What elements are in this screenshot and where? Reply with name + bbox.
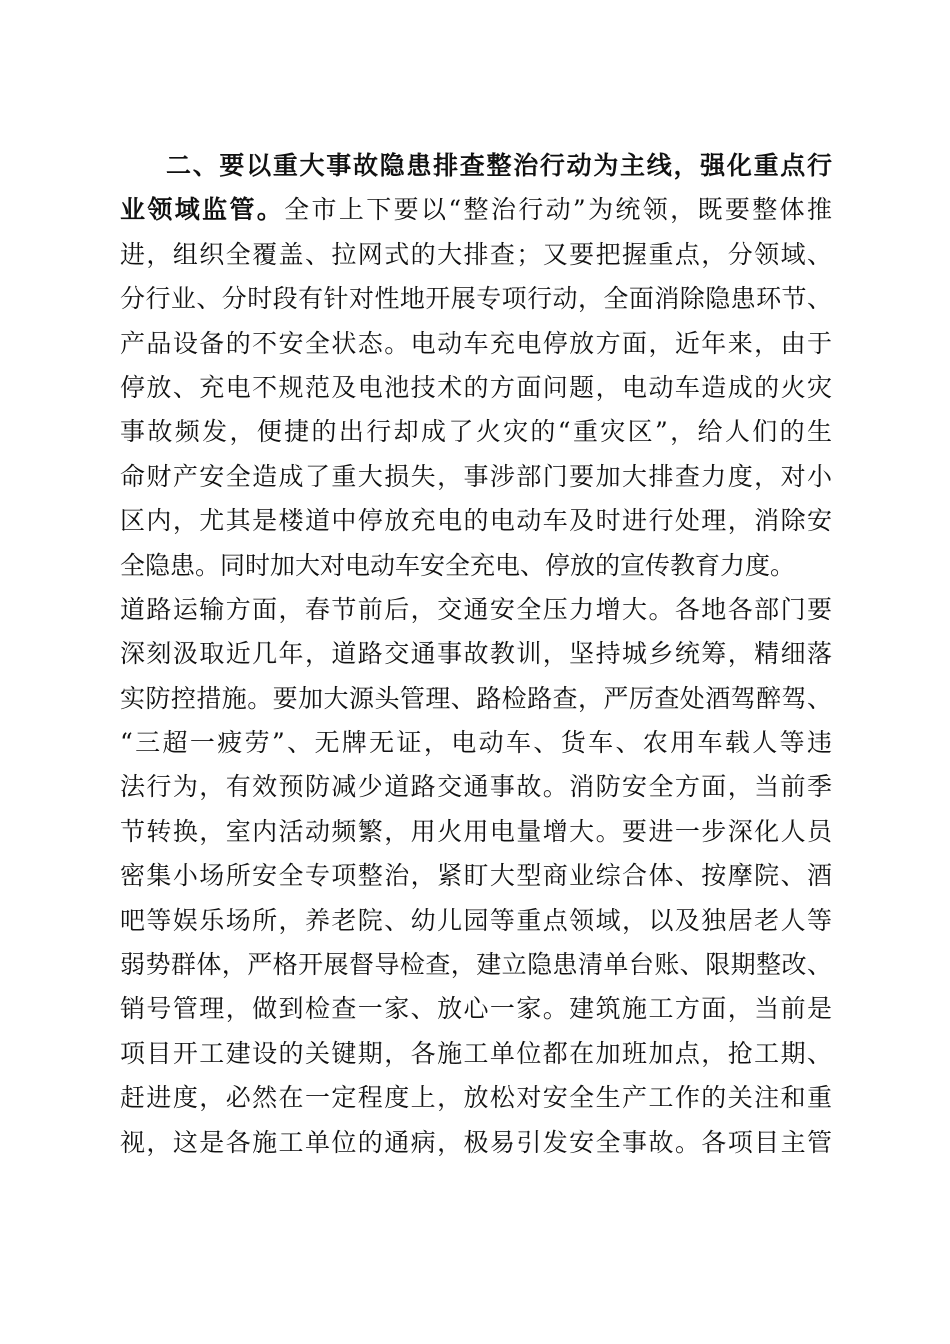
text-line: 视，这是各施工单位的通病，极易引发安全事故。各项目主管 [120, 1127, 832, 1157]
text-line: 业领域监管。全市上下要以“整治行动”为统领，既要整体推 [120, 195, 832, 225]
text-line: 密集小场所安全专项整治，紧盯大型商业综合体、按摩院、酒 [120, 861, 832, 891]
text-line: 分行业、分时段有针对性地开展专项行动，全面消除隐患环节、 [120, 284, 832, 314]
text-line: 赶进度，必然在一定程度上，放松对安全生产工作的关注和重 [120, 1083, 832, 1113]
text-line: 法行为，有效预防减少道路交通事故。消防安全方面，当前季 [120, 772, 832, 802]
text-line: 进，组织全覆盖、拉网式的大排查；又要把握重点，分领域、 [120, 239, 832, 269]
text-line: 道路运输方面，春节前后，交通安全压力增大。各地各部门要 [120, 594, 832, 624]
text-line: 深刻汲取近几年，道路交通事故教训，坚持城乡统筹，精细落 [120, 639, 832, 669]
text-line: 弱势群体，严格开展督导检查，建立隐患清单台账、限期整改、 [120, 950, 832, 980]
text-line: 项目开工建设的关键期，各施工单位都在加班加点，抢工期、 [120, 1038, 832, 1068]
text-line [120, 144, 832, 188]
text-line: 节转换，室内活动频繁，用火用电量增大。要进一步深化人员 [120, 816, 832, 846]
section-heading: 业领域监管。 [120, 195, 285, 225]
text-line: 销号管理，做到检查一家、放心一家。建筑施工方面，当前是 [120, 994, 832, 1024]
text-line: 区内，尤其是楼道中停放充电的电动车及时进行处理，消除安 [120, 506, 832, 536]
text-line: 吧等娱乐场所，养老院、幼儿园等重点领域，以及独居老人等 [120, 905, 832, 935]
text-line: 实防控措施。要加大源头管理、路检路查，严厉查处酒驾醉驾、 [120, 683, 832, 713]
text-line: 全隐患。同时加大对电动车安全充电、停放的宣传教育力度。 [120, 550, 796, 580]
text-line: 停放、充电不规范及电池技术的方面问题，电动车造成的火灾 [120, 372, 832, 402]
section-heading: 二、要以重大事故隐患排查整治行动为主线，强化重点行 [166, 151, 832, 180]
text-line: “三超一疲劳”、无牌无证，电动车、货车、农用车载人等违 [120, 728, 832, 758]
text-line: 事故频发，便捷的出行却成了火灾的“重灾区”，给人们的生 [120, 417, 832, 447]
paragraph-body [120, 144, 832, 1165]
text-line: 命财产安全造成了重大损失，事涉部门要加大排查力度，对小 [120, 461, 832, 491]
text-line: 产品设备的不安全状态。电动车充电停放方面，近年来，由于 [120, 328, 832, 358]
